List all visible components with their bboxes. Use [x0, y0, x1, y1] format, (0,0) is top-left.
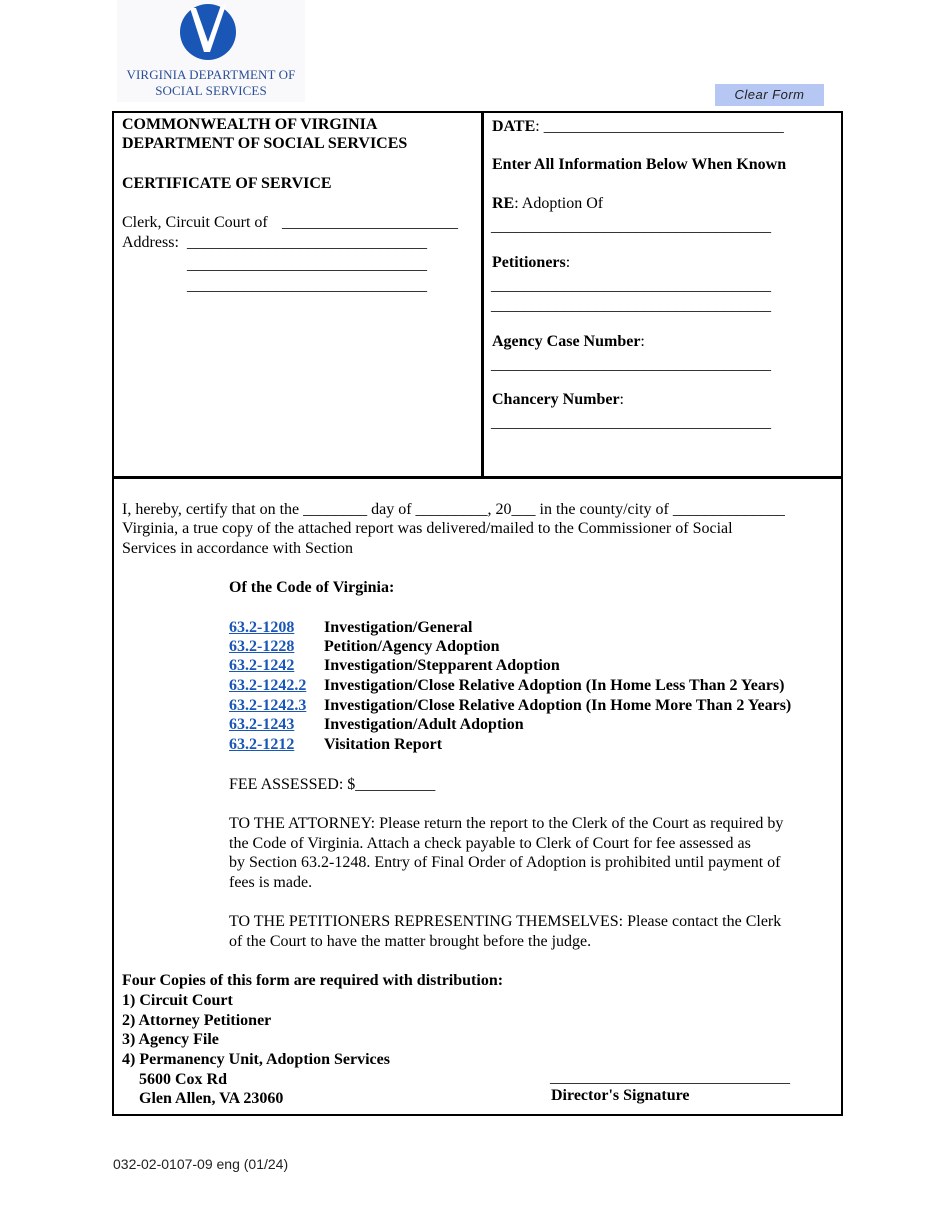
chancery-label: Chancery Number — [492, 391, 620, 408]
petitioner-note-line-2: of the Court to have the matter brought before the judge. — [229, 933, 592, 950]
certification-line-3: Services in accordance with Section — [122, 540, 354, 557]
code-link[interactable]: 63.2-1212 — [229, 736, 295, 753]
code-description: Visitation Report — [324, 736, 443, 753]
distribution-heading: Four Copies of this form are required with distribution: — [122, 972, 504, 989]
director-signature-label: Director's Signature — [551, 1087, 690, 1104]
agency-logo — [117, 0, 305, 102]
code-row — [229, 735, 294, 755]
re-row — [492, 194, 603, 214]
document-title: CERTIFICATE OF SERVICE — [122, 175, 332, 192]
code-link[interactable]: 63.2-1228 — [229, 638, 295, 655]
row-divider — [112, 476, 843, 479]
code-link[interactable]: 63.2-1243 — [229, 716, 295, 733]
clerk-label: Clerk, Circuit Court of — [122, 214, 268, 231]
petitioner-note-line-1: TO THE PETITIONERS REPRESENTING THEMSELVES: Please contact the Clerk — [229, 913, 782, 930]
address-field-3[interactable]: ______________________________ — [187, 277, 427, 294]
agency-case-field[interactable]: ___________________________________ — [491, 356, 771, 373]
fee-label: FEE ASSESSED: $ — [229, 776, 356, 793]
distribution-item: 1) Circuit Court — [122, 992, 233, 1009]
code-description: Investigation/Adult Adoption — [324, 716, 524, 733]
date-row — [492, 117, 784, 137]
code-row — [229, 696, 306, 716]
petitioners-field-1[interactable]: ___________________________________ — [491, 277, 771, 294]
chancery-colon: : — [619, 391, 624, 408]
code-row — [229, 618, 294, 638]
petitioners-colon: : — [565, 254, 571, 271]
chancery-field[interactable]: ___________________________________ — [491, 414, 771, 431]
code-row — [229, 656, 294, 676]
org-line-1: COMMONWEALTH OF VIRGINIA — [122, 116, 378, 133]
petitioners-row — [492, 253, 570, 273]
agency-name-line-2: SOCIAL SERVICES — [155, 83, 267, 98]
attorney-note-line-4: fees is made. — [229, 874, 313, 891]
instruction-text: Enter All Information Below When Known — [492, 156, 787, 173]
agency-name — [117, 67, 305, 99]
agency-case-row — [492, 332, 645, 352]
chancery-row — [492, 390, 624, 410]
attorney-note-line-3: by Section 63.2-1248. Entry of Final Order of Adoption is prohibited until payment of — [229, 854, 781, 871]
distribution-item: 4) Permanency Unit, Adoption Services — [122, 1051, 390, 1068]
code-link[interactable]: 63.2-1242.3 — [229, 697, 307, 714]
code-description: Investigation/General — [324, 619, 473, 636]
petitioners-label: Petitioners — [492, 254, 566, 271]
address-field-2[interactable]: ______________________________ — [187, 256, 427, 273]
column-divider — [481, 112, 484, 477]
code-description: Investigation/Close Relative Adoption (In Home More Than 2 Years) — [324, 697, 792, 714]
distribution-item: 3) Agency File — [122, 1031, 219, 1048]
adoption-of-field[interactable]: ___________________________________ — [491, 218, 771, 235]
address-label: Address: — [122, 234, 179, 251]
re-value: : Adoption Of — [514, 195, 604, 212]
agency-case-label: Agency Case Number — [492, 333, 641, 350]
code-description: Investigation/Stepparent Adoption — [324, 657, 560, 674]
agency-name-line-1: VIRGINIA DEPARTMENT OF — [126, 67, 296, 82]
date-field[interactable]: : ______________________________ — [535, 118, 784, 135]
distribution-address-line-1: 5600 Cox Rd — [139, 1071, 228, 1088]
petitioners-field-2[interactable]: ___________________________________ — [491, 297, 771, 314]
fee-field[interactable]: __________ — [355, 776, 436, 793]
attorney-note-line-2: the Code of Virginia. Attach a check payable to Clerk of Court for fee assessed as — [229, 835, 751, 852]
clerk-field[interactable]: ______________________ — [282, 214, 458, 231]
date-label: DATE — [492, 118, 536, 135]
code-row — [229, 715, 294, 735]
code-row — [229, 676, 306, 696]
code-link[interactable]: 63.2-1242 — [229, 657, 295, 674]
code-description: Petition/Agency Adoption — [324, 638, 500, 655]
certification-line-2: Virginia, a true copy of the attached report was delivered/mailed to the Commissioner of Social — [122, 520, 733, 537]
code-link[interactable]: 63.2-1208 — [229, 619, 295, 636]
agency-case-colon: : — [640, 333, 645, 350]
code-link[interactable]: 63.2-1242.2 — [229, 677, 307, 694]
vdss-v-logo-icon — [180, 2, 240, 62]
code-row — [229, 637, 294, 657]
fee-row — [229, 775, 435, 795]
code-heading: Of the Code of Virginia: — [229, 579, 395, 596]
attorney-note-line-1: TO THE ATTORNEY: Please return the report to the Clerk of the Court as required by — [229, 815, 784, 832]
distribution-item: 2) Attorney Petitioner — [122, 1012, 272, 1029]
address-field-1[interactable]: ______________________________ — [187, 234, 427, 251]
form-code: 032-02-0107-09 eng (01/24) — [113, 1156, 289, 1172]
certification-line-1: I, hereby, certify that on the ________ day of _________, 20___ in the county/city of ______________ — [122, 501, 785, 518]
clear-form-button[interactable]: Clear Form — [715, 84, 824, 106]
director-signature-field[interactable]: ______________________________ — [550, 1069, 790, 1086]
org-line-2: DEPARTMENT OF SOCIAL SERVICES — [122, 135, 408, 152]
distribution-address-line-2: Glen Allen, VA 23060 — [139, 1090, 284, 1107]
re-label: RE — [492, 195, 515, 212]
code-description: Investigation/Close Relative Adoption (In Home Less Than 2 Years) — [324, 677, 785, 694]
